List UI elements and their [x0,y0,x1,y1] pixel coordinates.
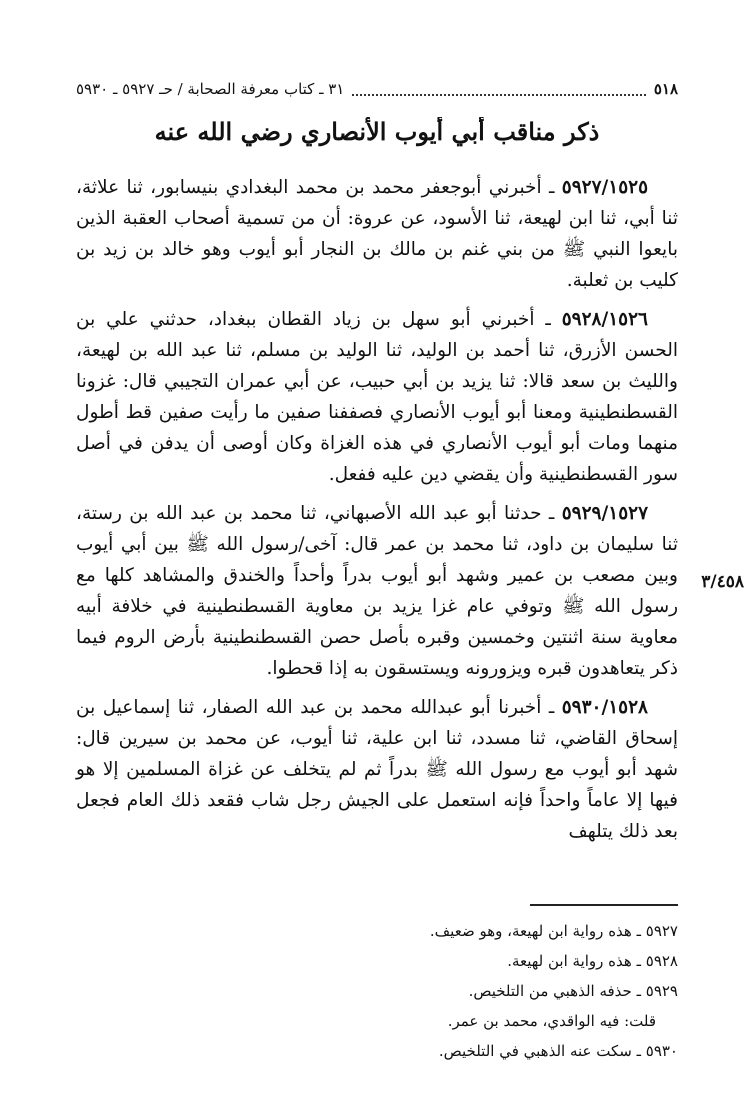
running-title: ٣١ ـ كتاب معرفة الصحابة / حـ ٥٩٢٧ ـ ٥٩٣٠ [76,80,345,98]
hadith-paragraph [76,304,678,490]
footnote: ٥٩٢٧ ـ هذه رواية ابن لهيعة، وهو ضعيف. [429,922,678,940]
section-title: ذكر مناقب أبي أيوب الأنصاري رضي الله عنه [154,117,600,146]
footnote: ٥٩٢٨ ـ هذه رواية ابن لهيعة. [507,952,678,970]
header-leader-dots [352,82,645,96]
hadith-paragraph [76,172,678,296]
page-header [76,76,678,102]
footnote-separator [530,904,678,906]
hadith-paragraph [76,498,678,684]
hadith-text: ـ أخبرني أبو سهل بن زياد القطان ببغداد، حدثني علي بن الحسن الأزرق، ثنا أحمد بن الوليد، ثنا الوليد بن مسلم، ثنا عبد الله بن لهيعة، والليث بن سعد قالا: ثنا يزيد بن أبي حبيب، عن أبي عمران التجيبي قال: غزونا القسطنطينية ومعنا أبو أيوب الأنصاري فصففنا صفين ما رأيت صفين قط أطول منهما ومات أبو أيوب الأنصاري في هذه الغزاة وكان أوصى أن يدفن في أصل سور القسطنطينية وأن يقضي دين عليه ففعل. [76,309,678,485]
hadith-text: ـ حدثنا أبو عبد الله الأصبهاني، ثنا محمد بن عبد الله بن رستة، ثنا سليمان بن داود، ثنا محمد بن عمر قال: آخى/رسول الله ﷺ بين أبي أيوب وبين مصعب بن عمير وشهد أبو أيوب بدراً وأحداً والخندق والمشاهد كلها مع رسول الله ﷺ وتوفي عام غزا يزيد بن معاوية القسطنطينية في خلافة أبيه معاوية سنة اثنتين وخمسين وقبره بأصل حصن القسطنطينية بأرض الروم فيما ذكر يتعاهدون قبره ويزورونه ويستسقون به إذا قحطوا. [76,503,678,679]
hadith-number: ٥٩٢٧/١٥٢٥ [561,177,649,198]
hadith-number: ٥٩٢٩/١٥٢٧ [561,503,648,524]
footnote-comment: قلت: فيه الواقدي، محمد بن عمر. [447,1012,656,1030]
main-text [76,172,678,855]
margin-page-reference: ٣/٤٥٨ [701,572,744,592]
hadith-number: ٥٩٣٠/١٥٢٨ [561,697,648,718]
page-number: ٥١٨ [653,80,678,98]
hadith-text: ـ أخبرني أبوجعفر محمد بن محمد البغدادي بنيسابور، ثنا علاثة، ثنا أبي، ثنا ابن لهيعة، ثنا الأسود، عن عروة: أن من تسمية أصحاب العقبة الذين بايعوا النبي ﷺ من بني غنم بن مالك بن النجار أبو أيوب وهو خالد بن زيد بن كليب بن ثعلبة. [76,177,678,291]
hadith-text: ـ أخبرنا أبو عبدالله محمد بن عبد الله الصفار، ثنا إسماعيل بن إسحاق القاضي، ثنا مسدد، ثنا ابن علية، ثنا أيوب، عن محمد بن سيرين قال: شهد أبو أيوب مع رسول الله ﷺ بدراً ثم لم يتخلف عن غزاة المسلمين إلا هو فيها إلا عاماً واحداً فإنه استعمل على الجيش رجل شاب فقعد ذلك العام فجعل بعد ذلك يتلهف [76,697,678,842]
footnotes [300,916,678,1066]
footnote: ٥٩٢٩ ـ حذفه الذهبي من التلخيص. [468,982,678,1000]
hadith-number: ٥٩٢٨/١٥٢٦ [561,309,648,330]
hadith-paragraph [76,692,678,847]
footnote: ٥٩٣٠ ـ سكت عنه الذهبي في التلخيص. [438,1042,678,1060]
